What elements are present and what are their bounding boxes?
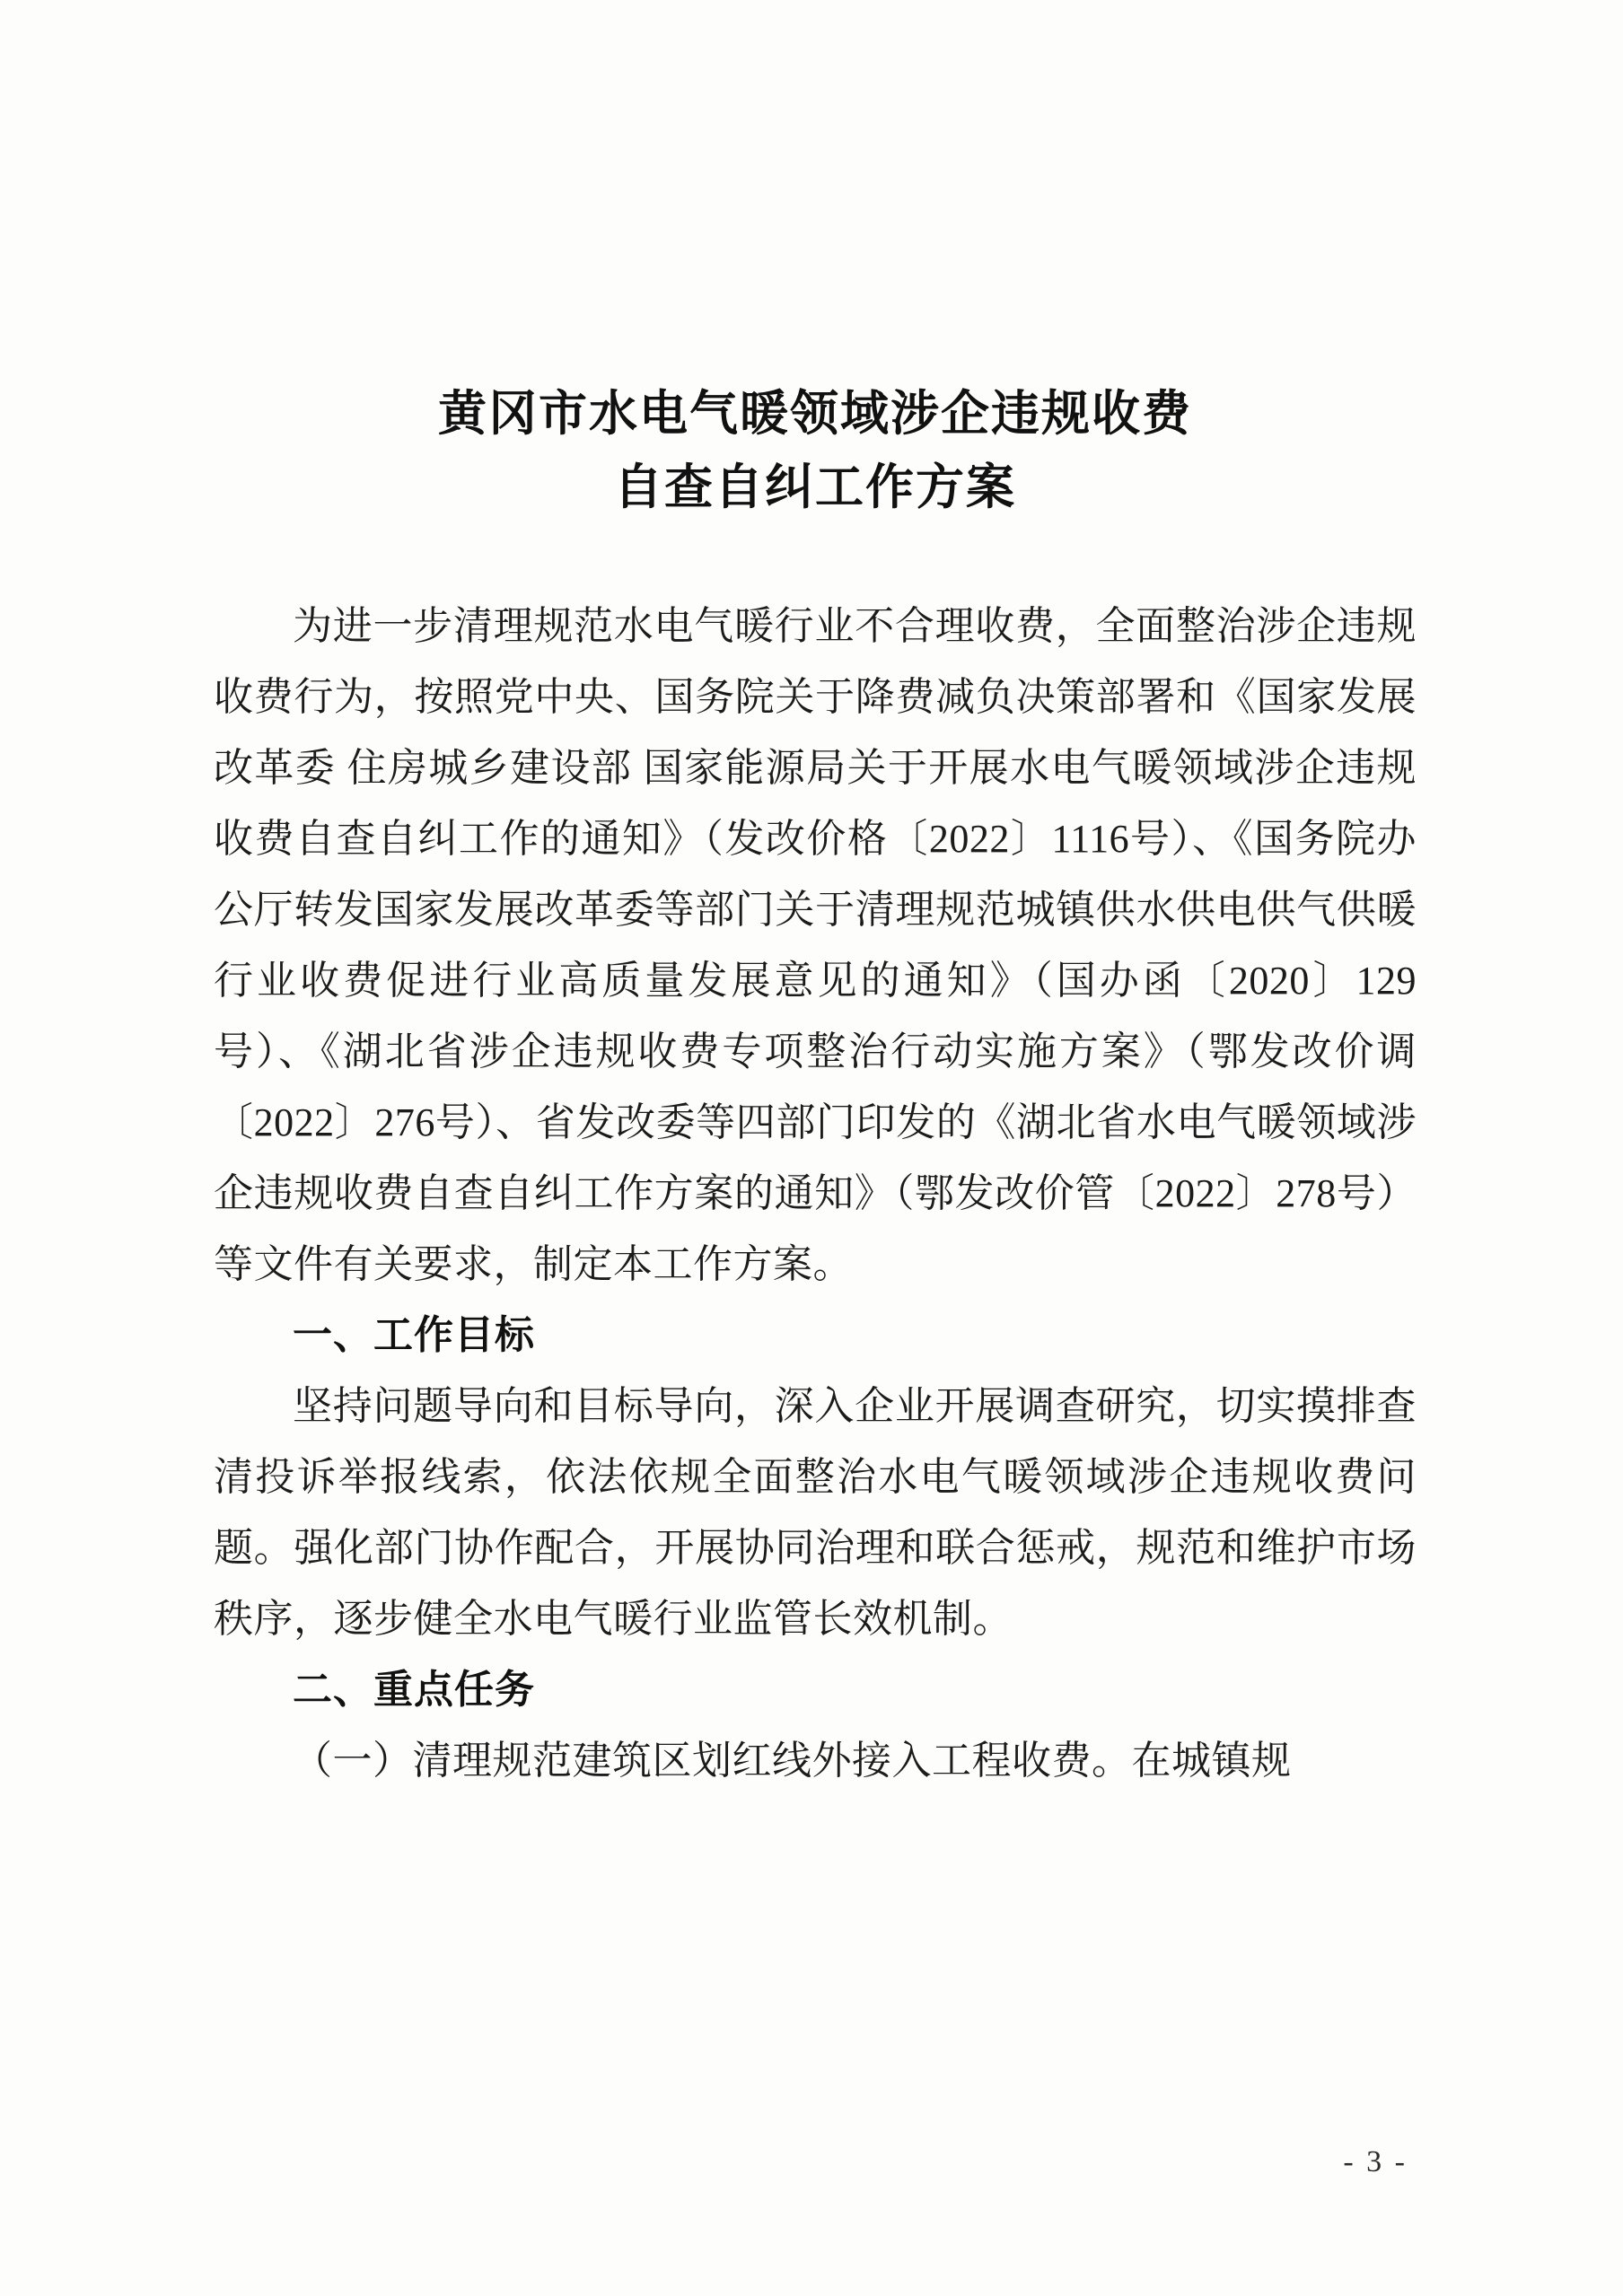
- section-heading-key-tasks: 二、重点任务: [293, 1668, 535, 1712]
- paragraph-key-task-one: （一）清理规范建筑区划红线外接入工程收费。在城镇规: [293, 1739, 1292, 1783]
- page-title-line-2: 自查自纠工作方案: [614, 460, 1016, 514]
- document-body: [214, 377, 1417, 1796]
- page-title: [214, 377, 1417, 524]
- page-title-line-1: 黄冈市水电气暖领域涉企违规收费: [438, 387, 1192, 441]
- section-heading-work-goal: 一、工作目标: [293, 1313, 535, 1357]
- paragraph-work-goal: 坚持问题导向和目标导向，深入企业开展调查研究，切实摸排查清投诉举报线索，依法依规全面整治水电气暖领域涉企违规收费问题。强化部门协作配合，开展协同治理和联合惩戒，规范和维护市场秩序，逐步健全水电气暖行业监管长效机制。: [214, 1384, 1417, 1641]
- document-paragraphs: [214, 591, 1417, 1796]
- page-number: - 3 -: [1343, 2145, 1408, 2178]
- paragraph-intro: 为进一步清理规范水电气暖行业不合理收费，全面整治涉企违规收费行为，按照党中央、国务院关于降费减负决策部署和《国家发展改革委 住房城乡建设部 国家能源局关于开展水电气暖领域涉企违规收费自查自纠工作的通知》（发改价格〔2022〕1116号）、《国务院办公厅转发国家发展改革委等部门关于清理规范城镇供水供电供气供暖行业收费促进行业高质量发展意见的通知》（国办函〔2020〕129号）、《湖北省涉企违规收费专项整治行动实施方案》（鄂发改价调〔2022〕276号）、省发改委等四部门印发的《湖北省水电气暖领域涉企违规收费自查自纠工作方案的通知》（鄂发改价管〔2022〕278号）等文件有关要求，制定本工作方案。: [214, 604, 1417, 1286]
